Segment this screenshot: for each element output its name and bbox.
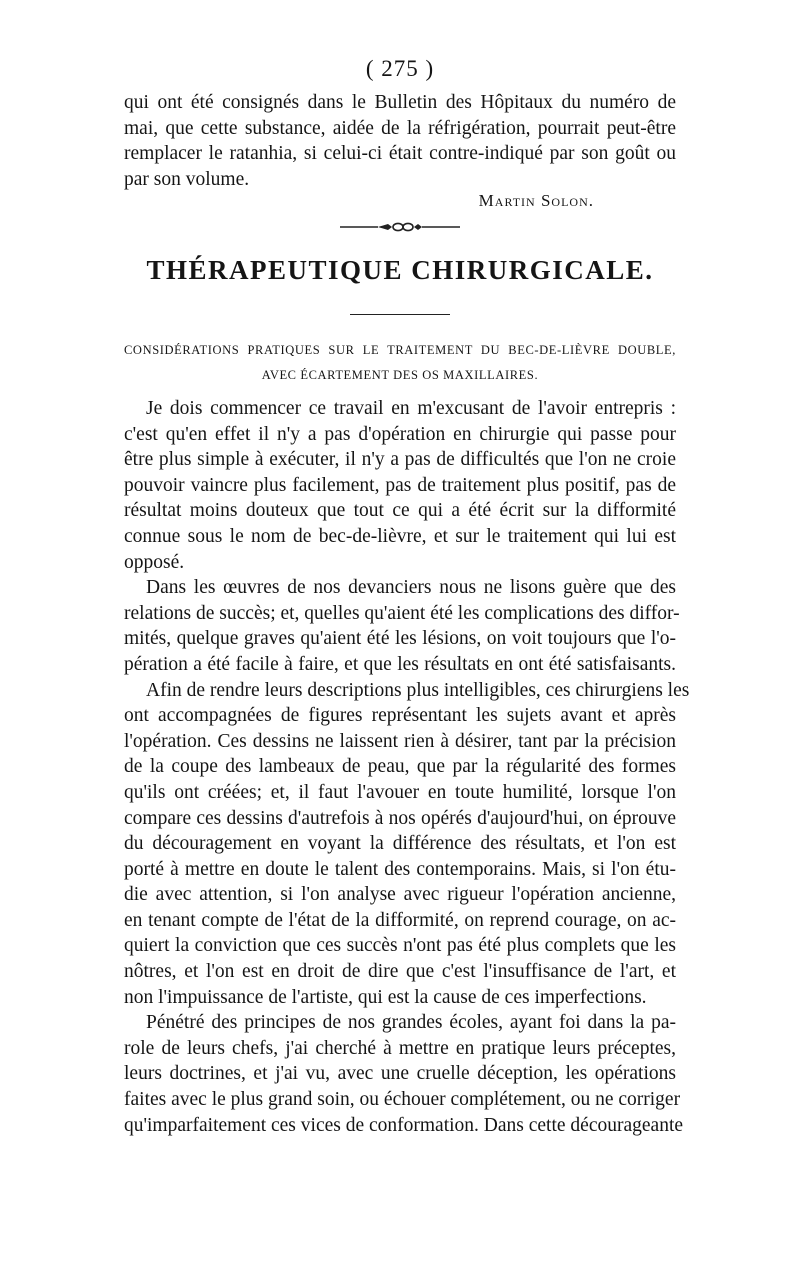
text-line: qu'imparfaitement ces vices de conformation. Dans cette décourageante	[124, 1114, 684, 1136]
text-line: Afin de rendre leurs descriptions plus intelligibles, ces chirurgiens les	[146, 679, 690, 701]
text-line: mai, que cette substance, aidée de la réfrigération, pourrait peut-être	[124, 117, 676, 139]
text-line: opposé.	[124, 551, 185, 573]
text-line: Pénétré des principes de nos grandes écoles, ayant foi dans la pa-	[146, 1012, 676, 1034]
text-line: role de leurs chefs, j'ai cherché à mettre en pratique leurs préceptes,	[124, 1037, 676, 1059]
text-line: être plus simple à exécuter, il n'y a pas de difficultés que l'on ne croie	[124, 449, 676, 471]
text-line: résultat moins douteux que tout ce qui a été écrit sur la difformité	[124, 500, 676, 522]
text-line: qu'ils ont créées; et, il faut l'avouer en toute humilité, lorsque l'on	[124, 781, 676, 803]
text-line: remplacer le ratanhia, si celui-ci était contre-indiqué par son goût ou	[124, 143, 676, 165]
text-line: ont accompagnées de figures représentant les sujets avant et après	[124, 705, 676, 727]
text-line: du découragement en voyant la différence des résultats, et l'on est	[124, 833, 676, 855]
title-rule	[350, 314, 450, 315]
subtitle-line: AVEC ÉCARTEMENT DES OS MAXILLAIRES.	[261, 368, 539, 382]
ornament-divider-icon	[340, 220, 460, 234]
text-line: faites avec le plus grand soin, ou échouer complétement, ou ne corriger	[124, 1089, 681, 1111]
text-line: Je dois commencer ce travail en m'excusant de l'avoir entrepris :	[146, 398, 676, 419]
text-line: porté à mettre en doute le talent des contemporains. Mais, si l'on étu-	[124, 858, 676, 880]
text-line: non l'impuissance de l'artiste, qui est la cause de ces imperfections.	[124, 986, 647, 1008]
text-line: mités, quelque graves qu'aient été les lésions, on voit toujours que l'o-	[124, 628, 676, 650]
paragraph-3	[124, 1010, 684, 1138]
text-line: pération a été facile à faire, et que les résultats en ont été satisfaisants.	[124, 653, 676, 675]
text-line: relations de succès; et, quelles qu'aient été les complications des diffor-	[124, 602, 680, 624]
author-signature: Martin Solon.	[478, 191, 594, 210]
text-line: Dans les œuvres de nos devanciers nous ne lisons guère que des	[146, 577, 676, 599]
page-number: ( 275 )	[365, 56, 435, 81]
paragraph-2	[124, 575, 690, 1010]
intro-paragraph	[124, 90, 676, 192]
text-line: quiert la conviction que ces succès n'ont pas été plus complets que les	[124, 935, 676, 957]
text-line: par son volume.	[124, 168, 250, 190]
text-line: die avec attention, si l'on analyse avec rigueur l'opération ancienne,	[124, 884, 676, 906]
text-line: compare ces dessins d'autrefois à nos opérés d'aujourd'hui, on éprouve	[124, 807, 676, 829]
subtitle-line: CONSIDÉRATIONS PRATIQUES SUR LE TRAITEMENT DU BEC-DE-LIÈVRE DOUBLE,	[124, 343, 676, 357]
text-line: de la coupe des lambeaux de peau, que par la régularité des formes	[124, 756, 676, 778]
body-text	[124, 396, 690, 1138]
text-line: qui ont été consignés dans le Bulletin des Hôpitaux du numéro de	[124, 92, 676, 113]
text-line: en tenant compte de l'état de la difformité, on reprend courage, on ac-	[124, 909, 676, 931]
text-line: connue sous le nom de bec-de-lièvre, et sur le traitement qui lui est	[124, 525, 676, 547]
section-title: THÉRAPEUTIQUE CHIRURGICALE.	[146, 255, 654, 285]
article-subtitle	[124, 338, 676, 388]
text-line: c'est qu'en effet il n'y a pas d'opération en chirurgie qui passe pour	[124, 423, 676, 445]
text-line: l'opération. Ces dessins ne laissent rien à désirer, tant par la précision	[124, 730, 676, 752]
text-line: nôtres, et l'on est en droit de dire que c'est l'insuffisance de l'art, et	[124, 961, 676, 983]
text-line: pouvoir vaincre plus facilement, pas de traitement plus positif, pas de	[124, 474, 676, 496]
paragraph-1	[124, 396, 676, 575]
text-line: leurs doctrines, et j'ai vu, avec une cruelle déception, les opérations	[124, 1063, 676, 1085]
